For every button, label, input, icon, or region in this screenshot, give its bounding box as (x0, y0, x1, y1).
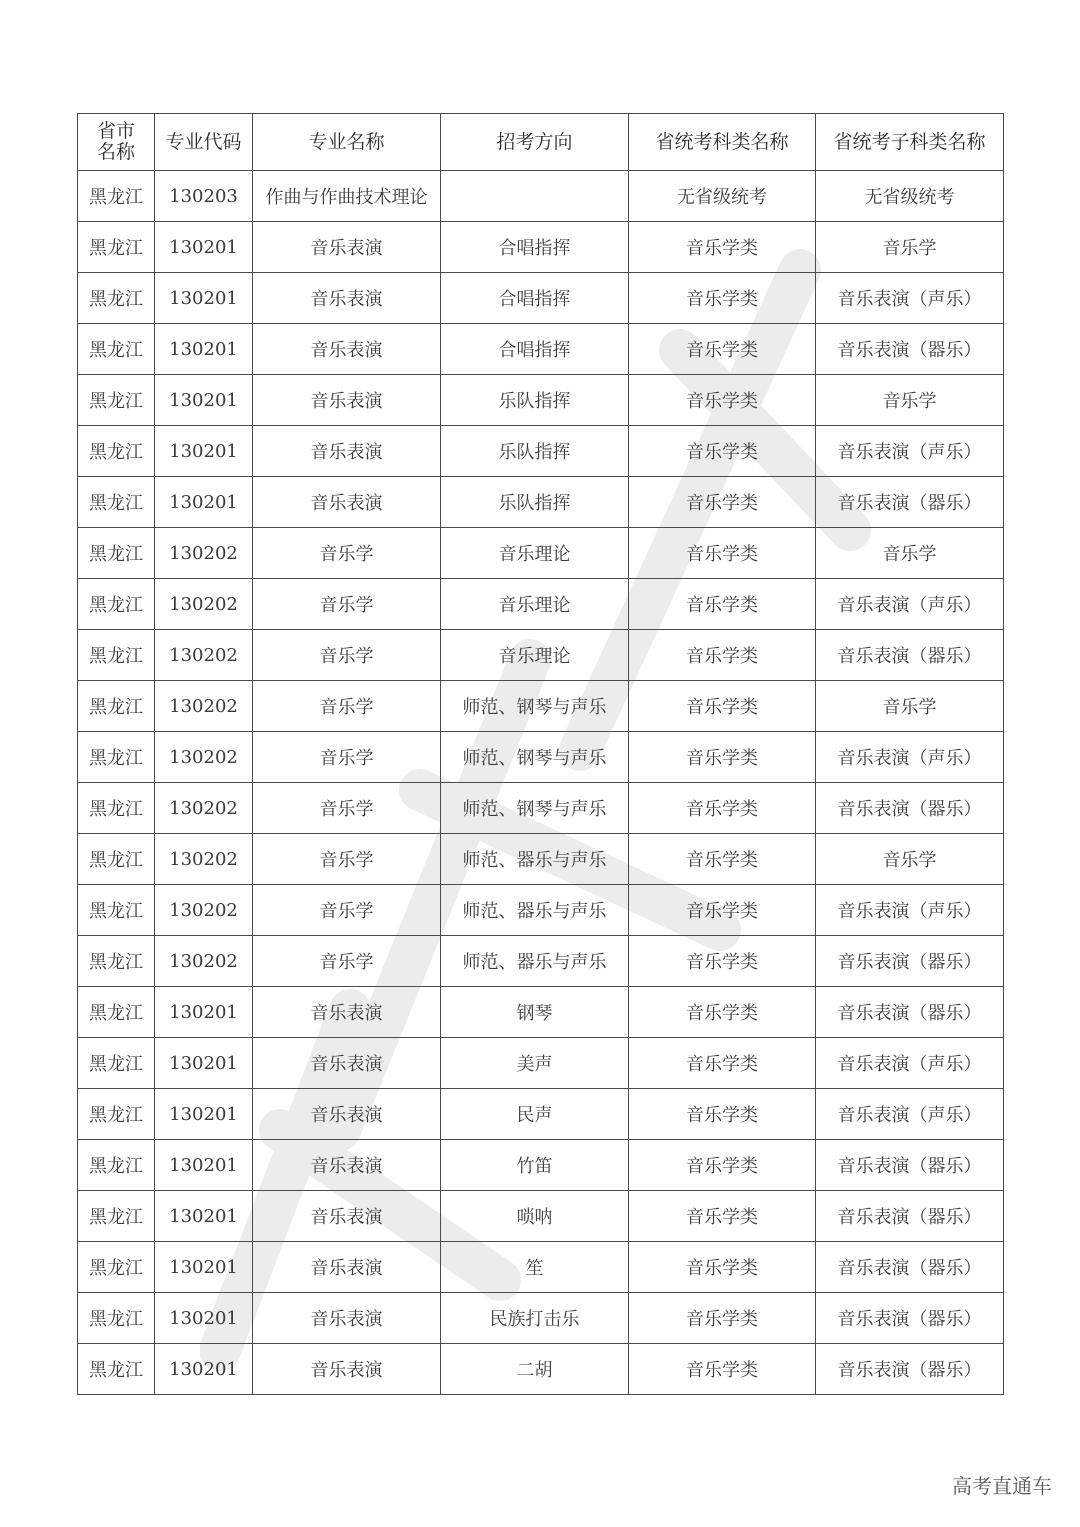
header-exam-category: 省统考科类名称 (629, 114, 816, 171)
cell-major-code: 130202 (155, 528, 253, 579)
cell-major-name: 音乐表演 (253, 1293, 441, 1344)
cell-exam-category: 音乐学类 (629, 936, 816, 987)
cell-direction: 民声 (441, 1089, 629, 1140)
table-row (78, 1140, 1004, 1191)
cell-exam-category: 音乐学类 (629, 1344, 816, 1395)
cell-exam-subcategory: 音乐表演（器乐） (816, 477, 1004, 528)
table-row (78, 222, 1004, 273)
header-province (78, 114, 155, 171)
table-row (78, 426, 1004, 477)
cell-major-code: 130201 (155, 1344, 253, 1395)
cell-major-name: 音乐表演 (253, 1038, 441, 1089)
cell-exam-category: 音乐学类 (629, 528, 816, 579)
cell-major-name: 音乐学 (253, 732, 441, 783)
cell-major-name: 音乐表演 (253, 324, 441, 375)
cell-major-code: 130201 (155, 1242, 253, 1293)
cell-direction: 民族打击乐 (441, 1293, 629, 1344)
cell-major-name: 音乐表演 (253, 222, 441, 273)
table-row (78, 273, 1004, 324)
cell-major-code: 130202 (155, 885, 253, 936)
cell-major-code: 130201 (155, 222, 253, 273)
cell-direction: 师范、器乐与声乐 (441, 885, 629, 936)
cell-exam-subcategory: 音乐学 (816, 528, 1004, 579)
table-row (78, 987, 1004, 1038)
table-row (78, 579, 1004, 630)
table-row (78, 681, 1004, 732)
cell-major-code: 130201 (155, 324, 253, 375)
cell-exam-subcategory: 音乐学 (816, 834, 1004, 885)
cell-major-code: 130201 (155, 1089, 253, 1140)
cell-major-code: 130202 (155, 783, 253, 834)
cell-province: 黑龙江 (78, 1140, 155, 1191)
cell-direction: 乐队指挥 (441, 375, 629, 426)
cell-direction: 师范、器乐与声乐 (441, 936, 629, 987)
cell-exam-category: 音乐学类 (629, 222, 816, 273)
cell-exam-category: 音乐学类 (629, 579, 816, 630)
cell-province: 黑龙江 (78, 1038, 155, 1089)
cell-direction: 钢琴 (441, 987, 629, 1038)
cell-major-name: 音乐学 (253, 528, 441, 579)
cell-major-code: 130201 (155, 375, 253, 426)
cell-major-name: 音乐表演 (253, 375, 441, 426)
cell-province: 黑龙江 (78, 630, 155, 681)
cell-major-name: 音乐表演 (253, 273, 441, 324)
table-row (78, 477, 1004, 528)
cell-exam-category: 音乐学类 (629, 1242, 816, 1293)
cell-direction: 二胡 (441, 1344, 629, 1395)
cell-direction: 竹笛 (441, 1140, 629, 1191)
cell-major-name: 音乐学 (253, 579, 441, 630)
cell-direction: 师范、钢琴与声乐 (441, 681, 629, 732)
table-row (78, 783, 1004, 834)
cell-exam-subcategory: 音乐表演（声乐） (816, 1038, 1004, 1089)
cell-exam-category: 音乐学类 (629, 987, 816, 1038)
cell-major-name: 作曲与作曲技术理论 (253, 171, 441, 222)
cell-direction: 乐队指挥 (441, 477, 629, 528)
header-exam-subcategory: 省统考子科类名称 (816, 114, 1004, 171)
cell-exam-subcategory: 音乐表演（器乐） (816, 1344, 1004, 1395)
cell-province: 黑龙江 (78, 783, 155, 834)
cell-major-name: 音乐学 (253, 936, 441, 987)
cell-direction: 美声 (441, 1038, 629, 1089)
header-major-code: 专业代码 (155, 114, 253, 171)
cell-exam-subcategory: 无省级统考 (816, 171, 1004, 222)
cell-province: 黑龙江 (78, 477, 155, 528)
table-row (78, 1293, 1004, 1344)
cell-direction: 音乐理论 (441, 630, 629, 681)
cell-province: 黑龙江 (78, 1089, 155, 1140)
cell-major-name: 音乐表演 (253, 1089, 441, 1140)
cell-direction: 唢呐 (441, 1191, 629, 1242)
cell-major-code: 130201 (155, 1293, 253, 1344)
cell-province: 黑龙江 (78, 528, 155, 579)
cell-exam-subcategory: 音乐表演（器乐） (816, 1293, 1004, 1344)
cell-direction: 师范、钢琴与声乐 (441, 732, 629, 783)
cell-exam-subcategory: 音乐表演（器乐） (816, 987, 1004, 1038)
table-row (78, 732, 1004, 783)
table-row (78, 1344, 1004, 1395)
cell-exam-category: 音乐学类 (629, 885, 816, 936)
cell-exam-category: 音乐学类 (629, 834, 816, 885)
cell-direction: 合唱指挥 (441, 324, 629, 375)
cell-major-name: 音乐学 (253, 630, 441, 681)
table-row (78, 324, 1004, 375)
cell-direction: 音乐理论 (441, 579, 629, 630)
cell-exam-subcategory: 音乐学 (816, 375, 1004, 426)
header-direction: 招考方向 (441, 114, 629, 171)
table-body (78, 171, 1004, 1395)
cell-exam-subcategory: 音乐表演（器乐） (816, 1242, 1004, 1293)
cell-province: 黑龙江 (78, 936, 155, 987)
cell-exam-category: 音乐学类 (629, 324, 816, 375)
cell-exam-category: 音乐学类 (629, 1191, 816, 1242)
cell-major-name: 音乐学 (253, 783, 441, 834)
cell-province: 黑龙江 (78, 324, 155, 375)
cell-exam-subcategory: 音乐表演（声乐） (816, 1089, 1004, 1140)
cell-direction: 音乐理论 (441, 528, 629, 579)
header-major-name: 专业名称 (253, 114, 441, 171)
cell-direction (441, 171, 629, 222)
cell-major-code: 130201 (155, 1038, 253, 1089)
table-row (78, 1242, 1004, 1293)
cell-province: 黑龙江 (78, 579, 155, 630)
cell-exam-category: 音乐学类 (629, 783, 816, 834)
cell-direction: 合唱指挥 (441, 222, 629, 273)
cell-major-code: 130201 (155, 1140, 253, 1191)
table-row (78, 1191, 1004, 1242)
cell-exam-category: 音乐学类 (629, 732, 816, 783)
cell-major-code: 130202 (155, 579, 253, 630)
header-province-line1: 省市 (96, 120, 135, 143)
cell-major-code: 130202 (155, 936, 253, 987)
cell-exam-subcategory: 音乐表演（声乐） (816, 732, 1004, 783)
table-row (78, 630, 1004, 681)
cell-major-name: 音乐表演 (253, 477, 441, 528)
footer-brand: 高考直通车 (952, 1474, 1052, 1498)
cell-exam-category: 音乐学类 (629, 1038, 816, 1089)
cell-province: 黑龙江 (78, 885, 155, 936)
cell-exam-subcategory: 音乐表演（声乐） (816, 579, 1004, 630)
cell-province: 黑龙江 (78, 375, 155, 426)
cell-province: 黑龙江 (78, 1293, 155, 1344)
cell-major-code: 130202 (155, 732, 253, 783)
cell-exam-subcategory: 音乐表演（声乐） (816, 273, 1004, 324)
cell-major-code: 130202 (155, 630, 253, 681)
specialty-table (77, 113, 1004, 1395)
cell-major-code: 130201 (155, 987, 253, 1038)
cell-exam-category: 音乐学类 (629, 426, 816, 477)
cell-direction: 合唱指挥 (441, 273, 629, 324)
cell-major-name: 音乐表演 (253, 987, 441, 1038)
cell-province: 黑龙江 (78, 273, 155, 324)
table-row (78, 375, 1004, 426)
cell-major-name: 音乐学 (253, 834, 441, 885)
cell-province: 黑龙江 (78, 171, 155, 222)
table-row (78, 528, 1004, 579)
cell-exam-subcategory: 音乐表演（器乐） (816, 783, 1004, 834)
cell-major-code: 130203 (155, 171, 253, 222)
cell-exam-subcategory: 音乐表演（器乐） (816, 1140, 1004, 1191)
cell-exam-subcategory: 音乐表演（器乐） (816, 1191, 1004, 1242)
cell-major-name: 音乐表演 (253, 1242, 441, 1293)
cell-direction: 乐队指挥 (441, 426, 629, 477)
cell-exam-category: 无省级统考 (629, 171, 816, 222)
cell-direction: 师范、钢琴与声乐 (441, 783, 629, 834)
cell-direction: 笙 (441, 1242, 629, 1293)
cell-major-code: 130202 (155, 834, 253, 885)
cell-province: 黑龙江 (78, 1191, 155, 1242)
cell-major-code: 130201 (155, 477, 253, 528)
cell-exam-subcategory: 音乐学 (816, 222, 1004, 273)
header-province-line2: 名称 (96, 141, 135, 163)
cell-exam-category: 音乐学类 (629, 630, 816, 681)
cell-major-name: 音乐学 (253, 885, 441, 936)
cell-province: 黑龙江 (78, 681, 155, 732)
cell-exam-category: 音乐学类 (629, 1293, 816, 1344)
cell-major-code: 130201 (155, 1191, 253, 1242)
table-row (78, 1038, 1004, 1089)
table-row (78, 834, 1004, 885)
cell-province: 黑龙江 (78, 987, 155, 1038)
cell-exam-category: 音乐学类 (629, 1089, 816, 1140)
table-header-row (78, 114, 1004, 171)
cell-exam-subcategory: 音乐表演（声乐） (816, 426, 1004, 477)
cell-major-name: 音乐表演 (253, 1191, 441, 1242)
cell-exam-subcategory: 音乐表演（声乐） (816, 885, 1004, 936)
cell-direction: 师范、器乐与声乐 (441, 834, 629, 885)
cell-province: 黑龙江 (78, 732, 155, 783)
cell-exam-category: 音乐学类 (629, 1140, 816, 1191)
cell-exam-category: 音乐学类 (629, 681, 816, 732)
cell-exam-subcategory: 音乐表演（器乐） (816, 630, 1004, 681)
cell-major-name: 音乐表演 (253, 426, 441, 477)
cell-province: 黑龙江 (78, 222, 155, 273)
table-row (78, 936, 1004, 987)
cell-exam-category: 音乐学类 (629, 273, 816, 324)
cell-major-name: 音乐表演 (253, 1344, 441, 1395)
cell-province: 黑龙江 (78, 426, 155, 477)
cell-exam-subcategory: 音乐表演（器乐） (816, 936, 1004, 987)
cell-major-code: 130202 (155, 681, 253, 732)
cell-province: 黑龙江 (78, 1242, 155, 1293)
cell-exam-category: 音乐学类 (629, 375, 816, 426)
cell-exam-category: 音乐学类 (629, 477, 816, 528)
cell-province: 黑龙江 (78, 1344, 155, 1395)
cell-exam-subcategory: 音乐学 (816, 681, 1004, 732)
cell-major-name: 音乐学 (253, 681, 441, 732)
cell-province: 黑龙江 (78, 834, 155, 885)
cell-exam-subcategory: 音乐表演（器乐） (816, 324, 1004, 375)
table-row (78, 171, 1004, 222)
cell-major-code: 130201 (155, 273, 253, 324)
cell-major-name: 音乐表演 (253, 1140, 441, 1191)
cell-major-code: 130201 (155, 426, 253, 477)
table-row (78, 1089, 1004, 1140)
table-row (78, 885, 1004, 936)
